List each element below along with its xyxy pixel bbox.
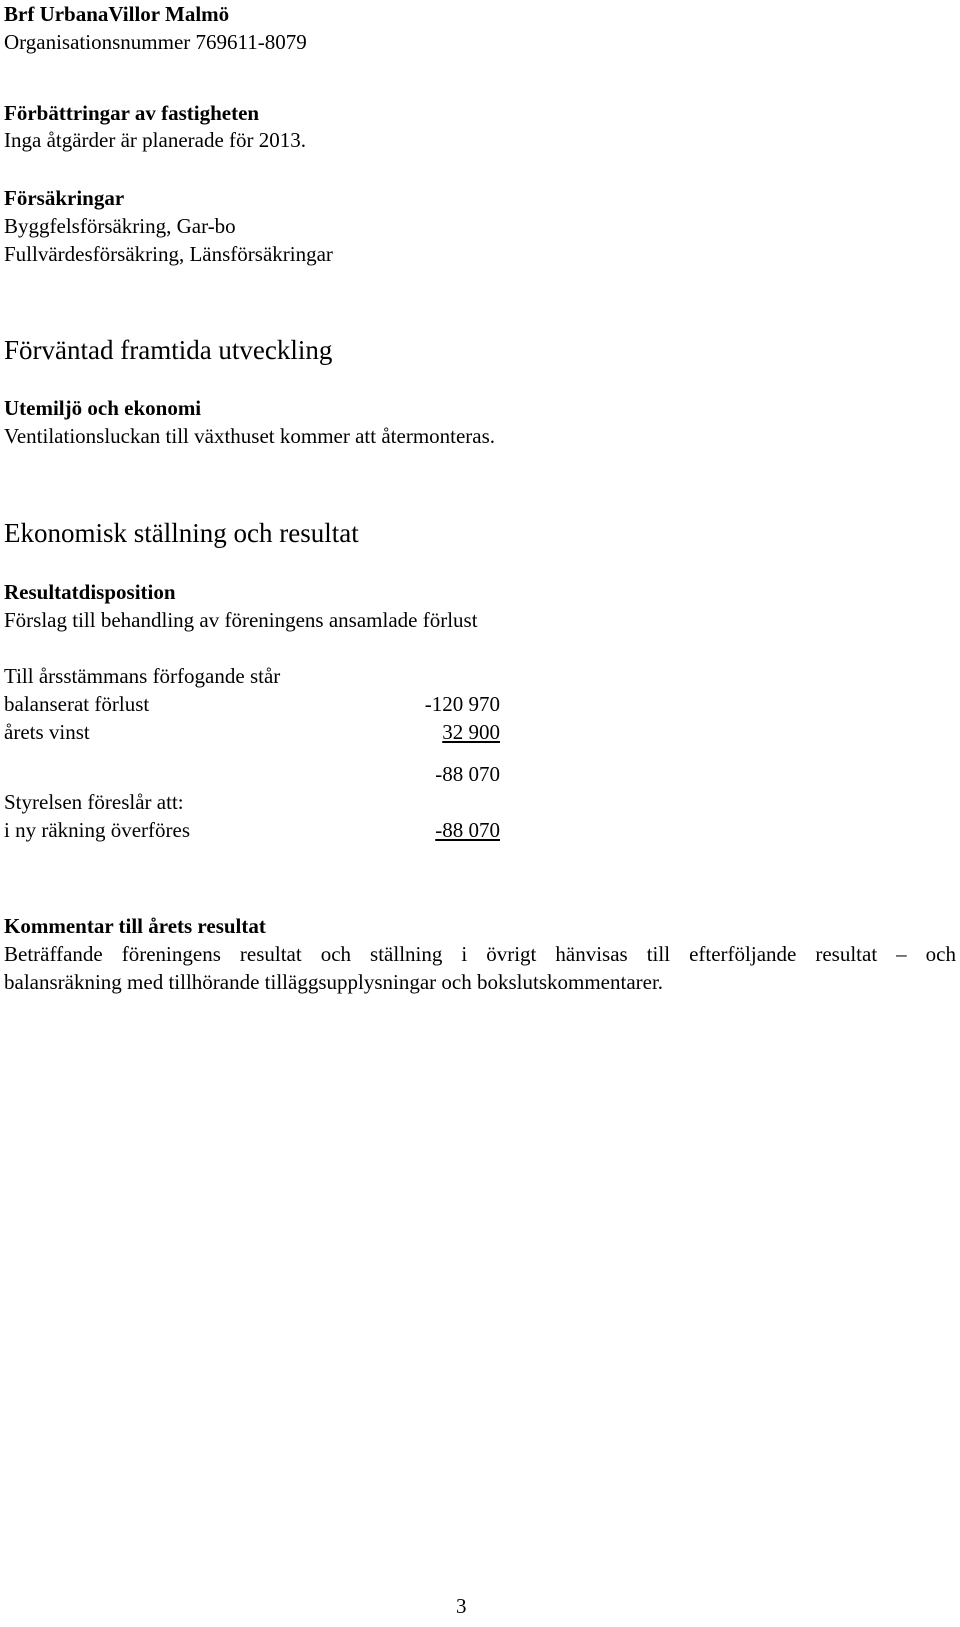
future-text: Ventilationsluckan till växthuset kommer att återmonteras. xyxy=(4,424,496,448)
future-heading: Förväntad framtida utveckling xyxy=(4,335,333,365)
transfer-label: i ny räkning överföres xyxy=(4,818,191,842)
finance-intro: Förslag till behandling av föreningens ansamlade förlust xyxy=(4,608,478,632)
comment-line: Beträffande föreningens resultat och ställning i övrigt hänvisas till efterföljande resultat – och xyxy=(4,942,956,966)
disposal-row-label: balanserat förlust xyxy=(4,692,150,716)
transfer-value: -88 070 xyxy=(435,818,500,842)
comment-title: Kommentar till årets resultat xyxy=(4,914,266,938)
page-number: 3 xyxy=(456,1594,467,1618)
comment-line: balansräkning med tillhörande tilläggsupplysningar och bokslutskommentarer. xyxy=(4,970,664,994)
finance-subtitle: Resultatdisposition xyxy=(4,580,176,604)
organization-name: Brf UrbanaVillor Malmö xyxy=(4,2,230,26)
comment-paragraph xyxy=(4,940,956,968)
disposal-sum: -88 070 xyxy=(435,762,500,786)
disposal-row-value: -120 970 xyxy=(424,692,500,716)
disposal-header: Till årsstämmans förfogande står xyxy=(4,664,281,688)
future-subtitle: Utemiljö och ekonomi xyxy=(4,396,202,420)
insurance-title: Försäkringar xyxy=(4,186,125,210)
disposal-row-label: årets vinst xyxy=(4,720,90,744)
disposal-row-value: 32 900 xyxy=(442,720,500,744)
board-proposal: Styrelsen föreslår att: xyxy=(4,790,184,814)
insurance-item: Fullvärdesförsäkring, Länsförsäkringar xyxy=(4,242,333,266)
finance-heading: Ekonomisk ställning och resultat xyxy=(4,518,359,548)
insurance-item: Byggfelsförsäkring, Gar-bo xyxy=(4,214,236,238)
improvements-title: Förbättringar av fastigheten xyxy=(4,101,260,125)
improvements-text: Inga åtgärder är planerade för 2013. xyxy=(4,128,307,152)
organization-number: Organisationsnummer 769611-8079 xyxy=(4,30,307,54)
